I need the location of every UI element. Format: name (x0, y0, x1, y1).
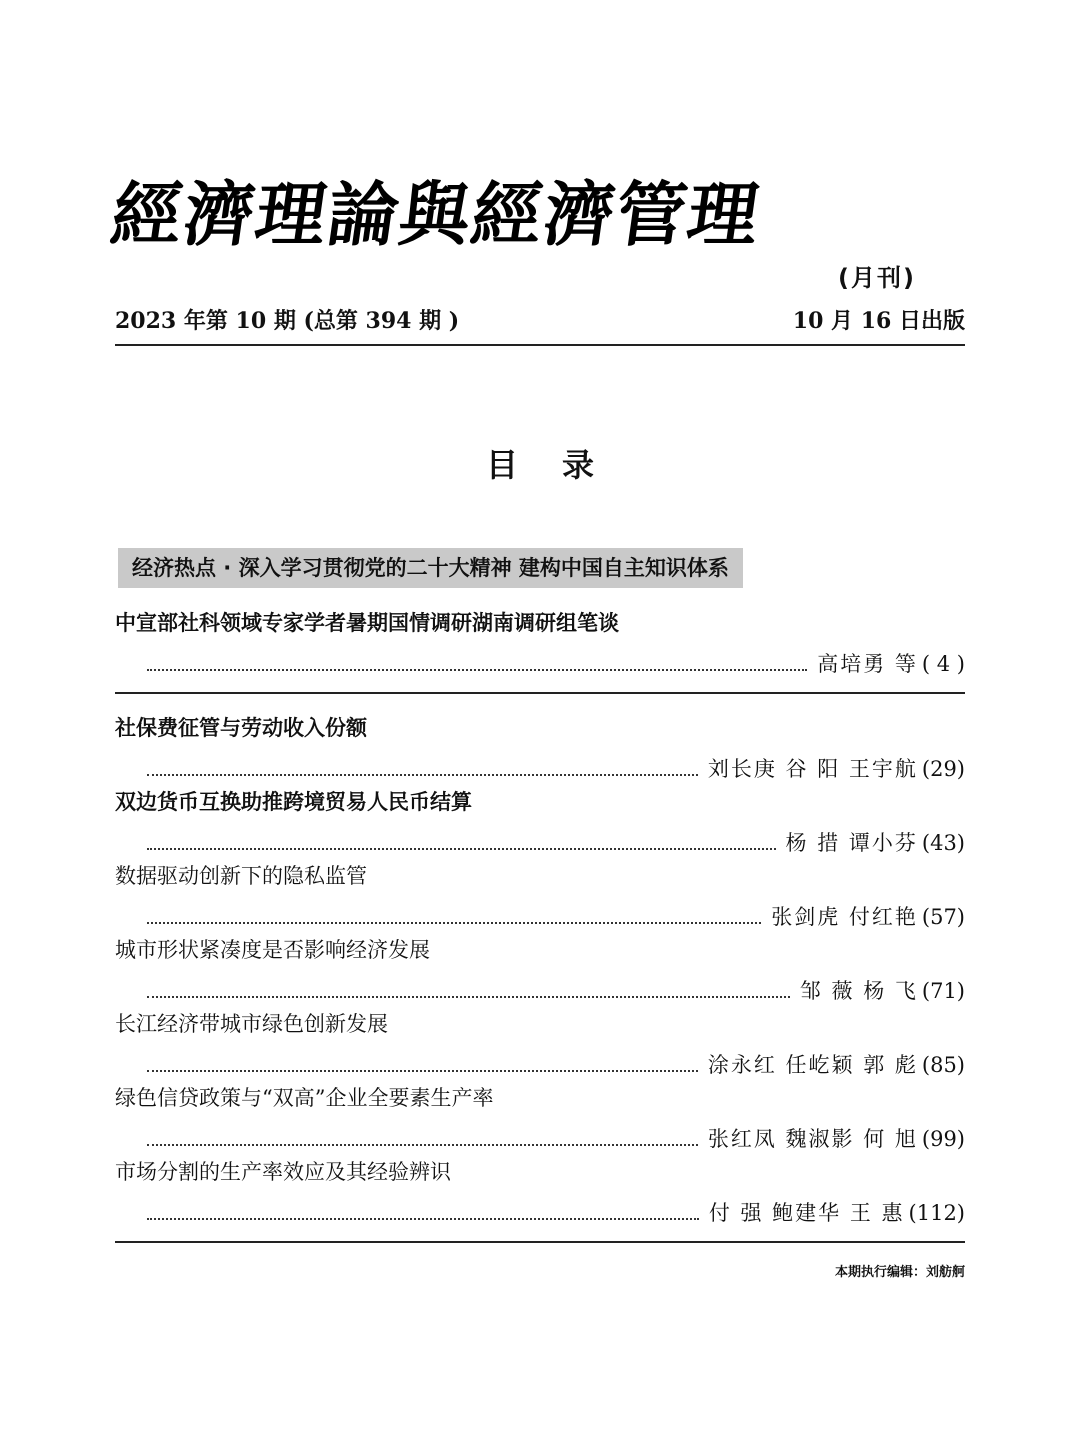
article-title[interactable]: 双边货币互换助推跨境贸易人民币结算 (115, 790, 472, 814)
journal-masthead: 經濟理論與經濟管理 (106, 173, 766, 256)
article-authors: 刘长庚 谷 阳 王宇航 (707, 757, 918, 781)
periodicity-label: (月刊) (838, 264, 916, 292)
section-divider (115, 692, 965, 694)
article-authors: 涂永红 任屹颖 郭 彪 (707, 1053, 918, 1077)
toc-title: 目录 (485, 446, 638, 484)
dot-leader (147, 848, 776, 850)
article-authors: 邹 薇 杨 飞 (799, 979, 918, 1003)
entry-leader-line (115, 753, 965, 785)
page-number: (99) (921, 1127, 965, 1151)
article-title[interactable]: 绿色信贷政策与“双高”企业全要素生产率 (115, 1086, 494, 1110)
entry-leader-line (115, 975, 965, 1007)
page-number: ( 4 ) (921, 652, 965, 676)
article-title[interactable]: 数据驱动创新下的隐私监管 (115, 864, 367, 888)
dot-leader (147, 996, 790, 998)
toc-entry[interactable] (115, 787, 965, 859)
dot-leader (147, 1070, 698, 1072)
article-authors: 杨 措 谭小芬 (785, 831, 918, 855)
entry-leader-line (115, 1049, 965, 1081)
page-number: (29) (921, 757, 965, 781)
article-title[interactable]: 社保费征管与劳动收入份额 (115, 716, 367, 740)
executive-editor-credit: 本期执行编辑：刘舫舸 (834, 1265, 965, 1280)
page-number: (112) (908, 1201, 965, 1225)
article-title[interactable]: 城市形状紧凑度是否影响经济发展 (115, 938, 430, 962)
dot-leader (147, 1144, 698, 1146)
page-number: (85) (921, 1053, 965, 1077)
publication-date: 10 月 16 日出版 (792, 308, 965, 334)
page-number: (43) (921, 831, 965, 855)
article-authors: 张红凤 魏淑影 何 旭 (707, 1127, 918, 1151)
header-divider (115, 344, 965, 346)
entry-leader-line (115, 827, 965, 859)
toc-entry[interactable] (115, 608, 965, 680)
toc-entry[interactable] (115, 861, 965, 933)
toc-entry[interactable] (115, 935, 965, 1007)
article-title[interactable]: 长江经济带城市绿色创新发展 (115, 1012, 388, 1036)
dot-leader (147, 1218, 699, 1220)
toc-entry[interactable] (115, 1157, 965, 1229)
article-title[interactable]: 市场分割的生产率效应及其经验辨识 (115, 1160, 451, 1184)
issue-info (115, 304, 965, 336)
article-authors: 付 强 鲍建华 王 惠 (708, 1201, 905, 1225)
toc-entry[interactable] (115, 1083, 965, 1155)
section-banner: 经济热点 · 深入学习贯彻党的二十大精神 建构中国自主知识体系 (118, 548, 743, 588)
footer-divider (115, 1241, 965, 1243)
dot-leader (147, 669, 807, 671)
entry-leader-line (115, 901, 965, 933)
page-number: (57) (921, 905, 965, 929)
entry-leader-line (115, 1123, 965, 1155)
dot-leader (147, 774, 698, 776)
article-title[interactable]: 中宣部社科领域专家学者暑期国情调研湖南调研组笔谈 (115, 611, 619, 635)
toc-entry[interactable] (115, 713, 965, 785)
page-number: (71) (921, 979, 965, 1003)
article-authors: 张剑虎 付红艳 (771, 905, 918, 929)
dot-leader (147, 922, 761, 924)
issue-number: 2023 年第 10 期 (总第 394 期 ) (115, 308, 460, 334)
entry-leader-line (115, 1197, 965, 1229)
entry-leader-line (115, 648, 965, 680)
article-authors: 高培勇 等 (817, 652, 918, 676)
toc-entry[interactable] (115, 1009, 965, 1081)
